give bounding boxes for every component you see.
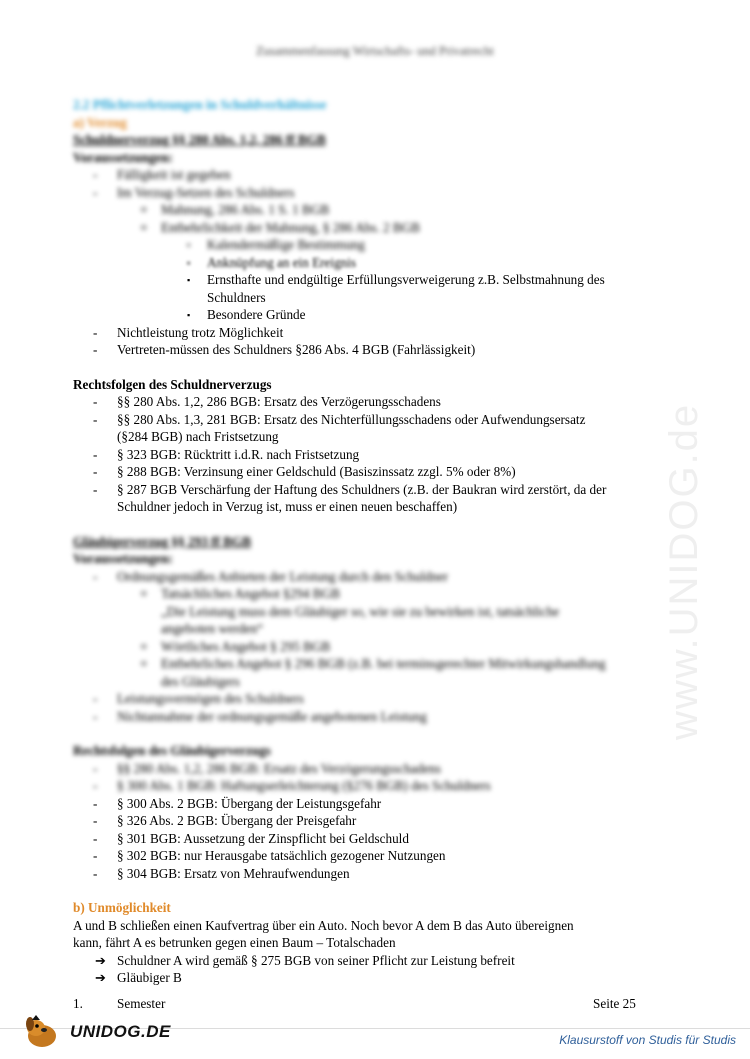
arrow-item: ➔ Gläubiger B: [95, 970, 182, 985]
list-item: o Entbehrlichkeit der Mahnung, § 286 Abs. 2 BGB: [141, 219, 420, 235]
arrow-item: ➔ Schuldner A wird gemäß § 275 BGB von seiner Pflicht zur Leistung befreit: [95, 952, 515, 968]
list-item: - § 326 Abs. 2 BGB: Übergang der Preisgefahr: [93, 813, 357, 828]
subsection-b: b) Unmöglichkeit: [73, 900, 171, 915]
list-item: - § 304 BGB: Ersatz von Mehraufwendungen: [93, 865, 350, 881]
list-item: o Wörtliches Angebot § 295 BGB: [141, 638, 331, 654]
list-item: - § 323 BGB: Rücktritt i.d.R. nach Fristsetzung: [93, 446, 360, 462]
list-item: - Vertreten-müssen des Schuldners §286 Abs. 4 BGB (Fahrlässigkeit): [93, 342, 476, 357]
semester-label: 1. Semester: [73, 996, 166, 1011]
list-item: - § 287 BGB Verschärfung der Haftung des Schuldners (z.B. der Baukran wird zerstört, da der: [93, 481, 607, 497]
dog-icon: [22, 1014, 68, 1050]
rechtsfolgen-schuldnerverzug-heading: Rechtsfolgen des Schuldnerverzugs: [73, 376, 272, 392]
list-item: - § 300 Abs. 1 BGB: Haftungserleichterung (§276 BGB) des Schuldners: [93, 778, 491, 793]
glaeubigerverzug-heading: Gläubigerverzug §§ 293 ff BGB: [73, 533, 252, 549]
list-item: - Nichtannahme der ordnungsgemäße angebotenen Leistung: [93, 708, 427, 724]
list-item-continuation: des Gläubigers: [161, 673, 240, 689]
document-body: [73, 96, 683, 987]
list-item: - §§ 280 Abs. 1,2, 286 BGB: Ersatz des Verzögerungsschadens: [93, 394, 441, 409]
list-item: - Im Verzug-Setzen des Schuldners: [93, 184, 295, 200]
page-header: Zusammenfassung Wirtschafts- und Privatrecht: [256, 44, 494, 58]
list-item-continuation: (§284 BGB) nach Fristsetzung: [117, 429, 279, 444]
voraussetzungen-label: Voraussetzungen:: [73, 551, 173, 566]
example-text: kann, fährt A es betrunken gegen einen Baum – Totalschaden: [73, 935, 396, 950]
arrow-icon: ➔: [95, 970, 107, 985]
list-item: ▪ Anknüpfung an ein Ereignis: [187, 254, 357, 270]
arrow-icon: ➔: [95, 952, 107, 968]
list-item: - § 302 BGB: nur Herausgabe tatsächlich gezogener Nutzungen: [93, 848, 446, 863]
list-item: ▪ Ernsthafte und endgültige Erfüllungsverweigerung z.B. Selbstmahnung des: [187, 272, 605, 287]
list-item-continuation: „Die Leistung muss dem Gläubiger so, wie sie zu bewirken ist, tatsächliche: [161, 603, 560, 619]
list-item: - §§ 280 Abs. 1,3, 281 BGB: Ersatz des Nichterfüllungsschadens oder Aufwendungsersatz: [93, 411, 586, 427]
list-item-continuation: angeboten werden“: [161, 621, 264, 636]
list-item: o Mahnung, 286 Abs. 1 S. 1 BGB: [141, 202, 330, 217]
list-item: o Tatsächliches Angebot §294 BGB: [141, 586, 340, 601]
watermark: www.UNIDOG.de: [662, 402, 706, 740]
section-title: 2.2 Pflichtverletzungen in Schuldverhältnisse: [73, 97, 327, 112]
list-item: - § 301 BGB: Aussetzung der Zinspflicht bei Geldschuld: [93, 830, 409, 846]
list-item: - Fälligkeit ist gegeben: [93, 167, 231, 182]
voraussetzungen-label: Voraussetzungen:: [73, 149, 173, 165]
list-item: - Ordnungsgemäßes Anbieten der Leistung durch den Schuldner: [93, 568, 449, 584]
list-item-continuation: Schuldner jedoch in Verzug ist, muss er einen neuen beschaffen): [117, 499, 458, 514]
logo-text: UNIDOG.DE: [70, 1022, 171, 1041]
list-item: - § 300 Abs. 2 BGB: Übergang der Leistungsgefahr: [93, 795, 382, 811]
tagline: Klausurstoff von Studis für Studis: [559, 1033, 736, 1047]
example-text: A und B schließen einen Kaufvertrag über ein Auto. Noch bevor A dem B das Auto übereignen: [73, 917, 574, 933]
rechtsfolgen-glaeubigerverzug-heading: Rechtsfolgen des Gläubigerverzugs: [73, 743, 271, 758]
list-item: - Leistungsvermögen des Schuldners: [93, 691, 304, 706]
list-item: - § 288 BGB: Verzinsung einer Geldschuld (Basiszinssatz zzgl. 5% oder 8%): [93, 464, 516, 479]
schuldnerverzug-heading: Schuldnerverzug §§ 280 Abs. 1,2, 286 ff BGB: [73, 132, 326, 147]
list-item: - §§ 280 Abs. 1,2, 286 BGB: Ersatz des Verzögerungsschadens: [93, 760, 441, 776]
subsection-a: a) Verzug: [73, 114, 127, 130]
list-item-continuation: Schuldners: [207, 289, 266, 305]
unidog-logo: [22, 1014, 171, 1050]
list-item: o Entbehrliches Angebot § 296 BGB (z.B. bei terminsgerechter Mitwirkungshandlung: [141, 656, 606, 671]
list-item: ▪ Kalendermäßige Bestimmung: [187, 237, 365, 252]
list-item: ▪ Besondere Gründe: [187, 307, 306, 322]
page-number: Seite 25: [593, 996, 636, 1011]
list-item: - Nichtleistung trotz Möglichkeit: [93, 324, 284, 340]
